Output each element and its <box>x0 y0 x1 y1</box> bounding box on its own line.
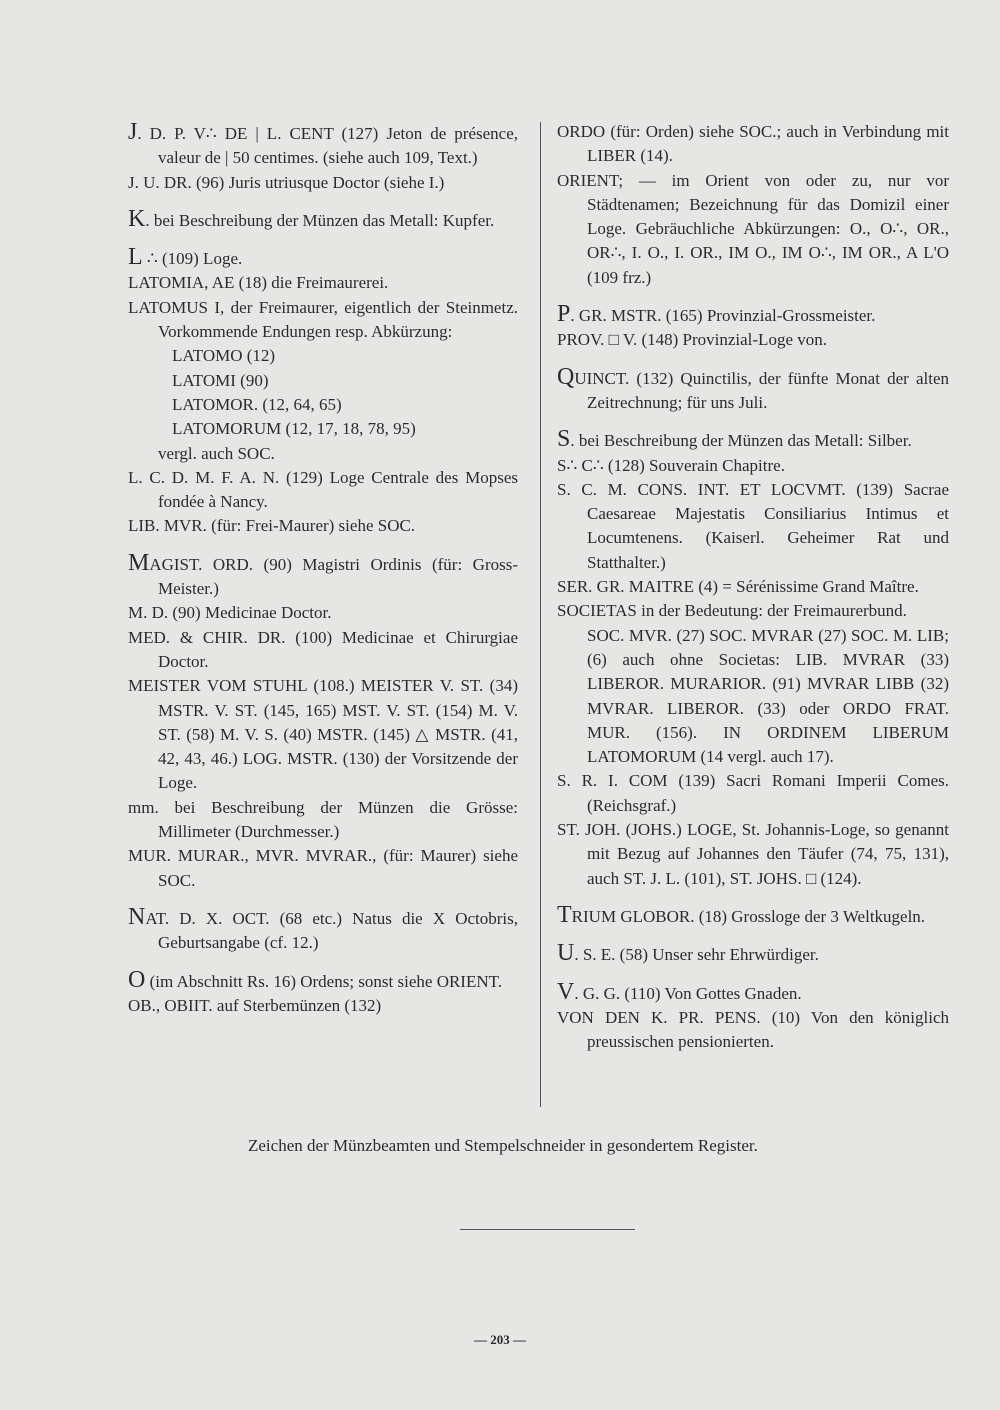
entry-use: U. S. E. (58) Unser sehr Ehrwürdiger. <box>557 940 819 967</box>
entry-libmvr: LIB. MVR. (für: Frei-Maurer) siehe SOC. <box>128 516 416 536</box>
entry-scm: S. C. M. CONS. INT. ET LOCVMT. (139) Sacrae Caesareae Majestatis Consiliarius Intimus et Locumtenens. (Kaiserl. Geheimer Rat und Statthalter.) <box>557 479 949 572</box>
entry-quinct: QUINCT. (132) Quinctilis, der fünfte Monat der alten Zeitrechnung; für uns Juli. <box>557 363 949 412</box>
sub-latomo: LATOMO (12) <box>172 346 276 366</box>
entry-lcdmfan: L. C. D. M. F. A. N. (129) Loge Centrale des Mopses fondée à Nancy. <box>128 467 518 512</box>
entry-sergr: SER. GR. MAITRE (4) = Sérénissime Grand Maître. <box>557 577 919 597</box>
initial-letter: J <box>128 119 138 145</box>
entry-o: O (im Abschnitt Rs. 16) Ordens; sonst siehe ORIENT. <box>128 966 503 993</box>
initial-letter: S <box>557 426 571 453</box>
entry-sc: S∴ C∴ (128) Souverain Chapitre. <box>557 455 785 475</box>
sub-latomorum: LATOMORUM (12, 17, 18, 78, 95) <box>172 419 416 439</box>
footer-note: Zeichen der Münzbeamten und Stempelschneider in gesondertem Register. <box>248 1136 758 1155</box>
initial-letter: L <box>128 244 143 271</box>
entry-trium: TRIUM GLOBOR. (18) Grossloge der 3 Weltkugeln. <box>557 901 926 928</box>
entry-k: K. bei Beschreibung der Münzen das Metall: Kupfer. <box>128 205 495 232</box>
initial-letter: P <box>557 301 571 328</box>
entry-sri: S. R. I. COM (139) Sacri Romani Imperii Comes. (Reichsgraf.) <box>557 771 949 815</box>
entry-ordo: ORDO (für: Orden) siehe SOC.; auch in Verbindung mit LIBER (14). <box>557 122 949 166</box>
entry-pgr: P. GR. MSTR. (165) Provinzial-Grossmeister. <box>557 301 876 328</box>
entry-nat: NAT. D. X. OCT. (68 etc.) Natus die X Octobris, Geburtsangabe (cf. 12.) <box>128 903 518 953</box>
entry-mur: MUR. MURAR., MVR. MVRAR., (für: Maurer) siehe SOC. <box>128 846 518 890</box>
page-number: — 203 — <box>474 1332 526 1347</box>
entry-ob: OB., OBIIT. auf Sterbemünzen (132) <box>128 995 382 1015</box>
entry-latomus: LATOMUS I, der Freimaurer, eigentlich der Steinmetz. Vorkommende Endungen resp. Abkürzung: <box>128 297 518 342</box>
entry-orient: ORIENT; — im Orient von oder zu, nur vor Städtenamen; Bezeichnung für das Domizil einer Loge. Gebräuchliche Abkürzungen: O., O∴, OR., OR∴, I. O., I. OR., IM O., IM O∴, IM OR., A L'O (109 frz.) <box>557 170 949 287</box>
sub-latomor: LATOMOR. (12, 64, 65) <box>172 394 342 414</box>
entry-l: L ∴ (109) Loge. <box>128 244 243 271</box>
initial-letter: U <box>557 940 575 967</box>
initial-letter: V <box>557 978 575 1005</box>
entry-stjoh: ST. JOH. (JOHS.) LOGE, St. Johannis-Loge, so genannt mit Bezug auf Johannes den Täufer (74, 75, 131), auch ST. J. L. (101), ST. JOHS. □ (124). <box>557 820 949 888</box>
sub-vergl: vergl. auch SOC. <box>158 443 275 463</box>
footer-rule <box>460 1229 635 1230</box>
entry-vonden: VON DEN K. PR. PENS. (10) Von den königlich preussischen pensionierten. <box>557 1007 949 1052</box>
entry-latomia: LATOMIA, AE (18) die Freimaurerei. <box>128 273 389 293</box>
entry-mm: mm. bei Beschreibung der Münzen die Grösse: Millimeter (Durchmesser.) <box>128 797 518 842</box>
entry-prov: PROV. □ V. (148) Provinzial-Loge von. <box>557 330 827 350</box>
sub-latomi: LATOMI (90) <box>172 370 269 390</box>
right-column <box>557 120 949 1054</box>
entry-societas: SOCIETAS in der Bedeutung: der Freimaurerbund. <box>557 601 907 621</box>
initial-letter: T <box>557 901 572 928</box>
initial-letter: M <box>128 549 150 576</box>
left-column <box>128 120 518 1018</box>
entry-jdpv: J. D. P. V∴ DE | L. CENT (127) Jeton de présence, valeur de | 50 centimes. (siehe auch 109, Text.) <box>128 119 518 168</box>
entry-judr: J. U. DR. (96) Juris utriusque Doctor (siehe I.) <box>128 172 445 192</box>
initial-letter: Q <box>557 363 575 390</box>
entry-vgg: V. G. G. (110) Von Gottes Gnaden. <box>557 978 802 1005</box>
initial-letter: N <box>128 903 146 930</box>
sub-soc-abbrevs: SOC. MVR. (27) SOC. MVRAR (27) SOC. M. LIB; (6) auch ohne Societas: LIB. MVRAR (33) LIBEROR. MURARIOR. (91) MVRAR LIBB (32) MVRAR. LIBEROR. (33) oder ORDO FRAT. MUR. (156). IN ORDINEM LIBERUM LATOMORUM (14 vergl. auch 17). <box>587 625 949 767</box>
entry-meister: MEISTER VOM STUHL (108.) MEISTER V. ST. (34) MSTR. V. ST. (145, 165) MST. V. ST. (154) M. V. ST. (58) M. V. S. (40) MSTR. (145) △ MSTR. (41, 42, 43, 46.) LOG. MSTR. (130) der Vorsitzende der Loge. <box>128 676 518 793</box>
entry-md: M. D. (90) Medicinae Doctor. <box>128 603 332 623</box>
column-divider <box>540 122 541 1107</box>
entry-medchir: MED. & CHIR. DR. (100) Medicinae et Chirurgiae Doctor. <box>128 627 518 671</box>
entry-s: S. bei Beschreibung der Münzen das Metall: Silber. <box>557 426 912 453</box>
initial-letter: K <box>128 205 146 232</box>
initial-letter: O <box>128 966 146 993</box>
entry-magist: MAGIST. ORD. (90) Magistri Ordinis (für: Gross-Meister.) <box>128 549 518 599</box>
